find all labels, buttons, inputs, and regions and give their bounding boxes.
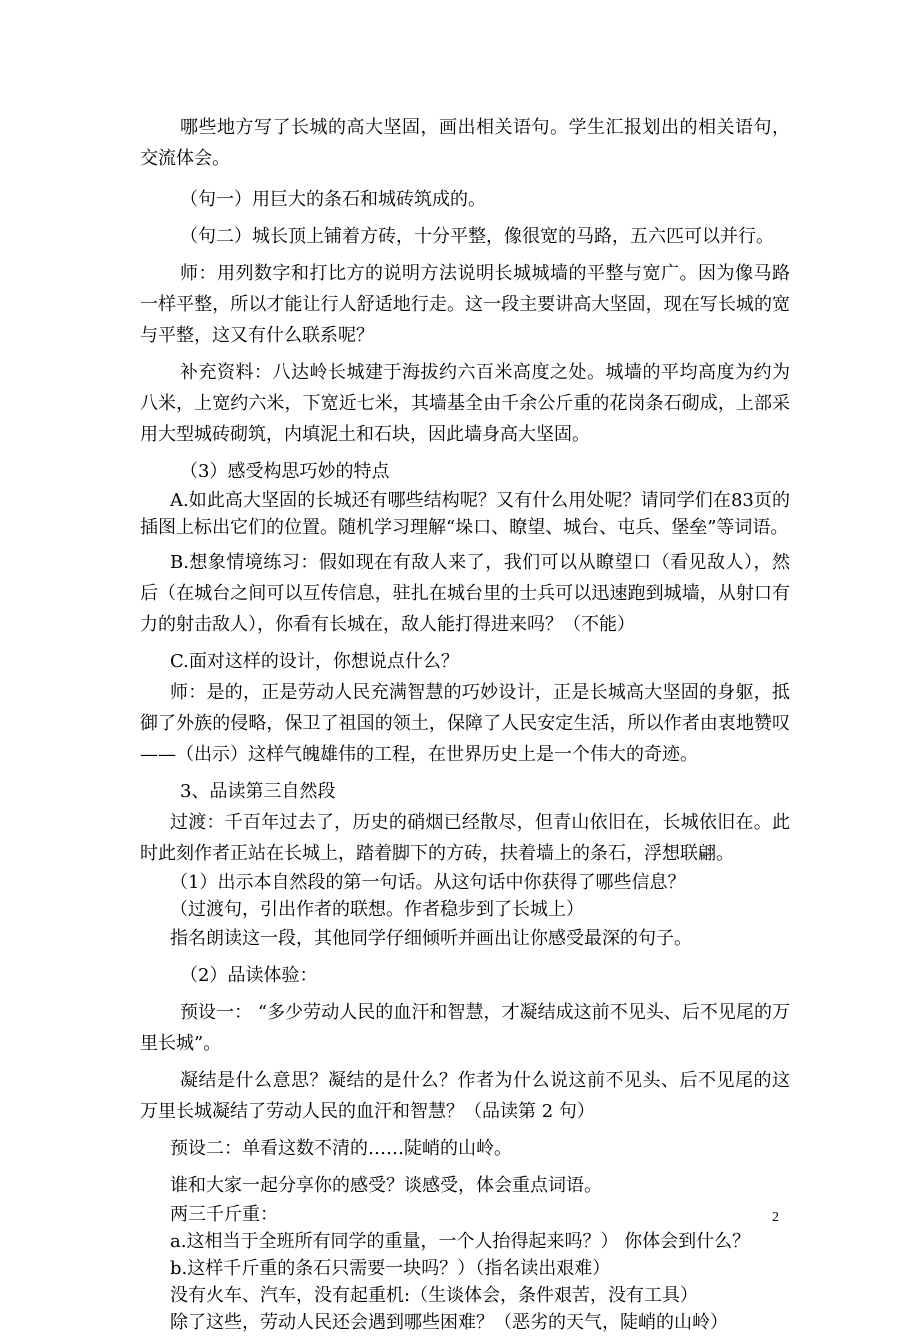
paragraph-share-feelings: 谁和大家一起分享你的感受？谈感受，体会重点词语。 — [170, 1175, 602, 1196]
paragraph-teacher-conclusion: 师：是的，正是劳动人民充满智慧的巧妙设计，正是长城高大坚固的身躯，抵御了外族的侵略，保卫了祖国的领土，保障了人民安定生活，所以作者由衷地赞叹——（出示）这样气魄雄伟的工程，在世界历史上是一个伟大的奇迹。 — [140, 682, 790, 765]
page-body — [140, 112, 790, 1336]
paragraph-reading-instruction: 指名朗读这一段，其他同学仔细倾听并画出让你感受最深的句子。 — [170, 928, 692, 949]
section-heading-third-paragraph: 3、品读第三自然段 — [180, 781, 336, 802]
paragraph-other-difficulties: 除了这些，劳动人民还会遇到哪些困难？（恶劣的天气，陡峭的山岭） — [170, 1312, 728, 1333]
paragraph-sentence-two: （句二）城长顶上铺着方砖，十分平整，像很宽的马路，五六匹可以并行。 — [180, 226, 774, 247]
paragraph-supplementary-material: 补充资料：八达岭长城建于海拔约六百米高度之处。城墙的平均高度为约为八米，上宽约六米，下宽近七米，其墙基全由千余公斤重的花岗条石砌成，上部采用大型城砖砌筑，内填泥土和石块，因此墙身高大坚固。 — [140, 362, 790, 445]
paragraph-item-lowercase-a: a.这相当于全班所有同学的重量，一个人抬得起来吗？） 你体会到什么？ — [170, 1231, 751, 1252]
paragraph-item-c: C.面对这样的设计，你想说点什么？ — [170, 651, 459, 672]
paragraph-item-b: B.想象情境练习：假如现在有敌人来了，我们可以从瞭望口（看见敌人），然后（在城台之间可以互传信息，驻扎在城台里的士兵可以迅速跑到城墙，从射口有力的射击敌人），你看有长城在，敌人能打得进来吗？（不能） — [140, 552, 790, 635]
paragraph-weight-label: 两三千斤重： — [170, 1204, 278, 1225]
paragraph-preset-two: 预设二：单看这数不清的……陡峭的山岭。 — [170, 1138, 512, 1159]
paragraph-step-two: （2）品读体验： — [180, 965, 318, 986]
paragraph-preset-one: 预设一： “多少劳动人民的血汗和智慧，才凝结成这前不见头、后不见尾的万里长城”。 — [140, 1002, 790, 1054]
section-heading-ingenious-design: （3）感受构思巧妙的特点 — [180, 461, 390, 482]
page-number: 2 — [772, 1210, 779, 1225]
paragraph-item-lowercase-b: b.这样千斤重的条石只需要一块吗？）（指名读出艰难） — [170, 1258, 611, 1279]
paragraph-no-machines: 没有火车、汽车，没有起重机:（生谈体会，条件艰苦，没有工具） — [170, 1285, 699, 1306]
paragraph-condense-question: 凝结是什么意思？凝结的是什么？作者为什么说这前不见头、后不见尾的这万里长城凝结了劳动人民的血汗和智慧？（品读第 2 句） — [140, 1070, 790, 1122]
paragraph-teacher-explanation: 师：用列数字和打比方的说明方法说明长城城墙的平整与宽广。因为像马路一样平整，所以才能让行人舒适地行走。这一段主要讲高大坚固，现在写长城的宽与平整，这又有什么联系呢？ — [140, 263, 790, 346]
paragraph-step-one-note: （过渡句，引出作者的联想。作者稳步到了长城上） — [170, 899, 584, 920]
paragraph-transition: 过渡：千百年过去了，历史的硝烟已经散尽，但青山依旧在，长城依旧在。此时此刻作者正站在长城上，踏着脚下的方砖，扶着墙上的条石，浮想联翩。 — [140, 812, 790, 864]
paragraph-item-a: A.如此高大坚固的长城还有哪些结构呢？又有什么用处呢？请同学们在83页的插图上标出它们的位置。随机学习理解“垛口、瞭望、城台、屯兵、堡垒”等词语。 — [140, 490, 790, 538]
paragraph-step-one: （1）出示本自然段的第一句话。从这句话中你获得了哪些信息？ — [170, 872, 686, 893]
paragraph-question-high-solid: 哪些地方写了长城的高大坚固，画出相关语句。学生汇报划出的相关语句，交流体会。 — [140, 117, 790, 169]
paragraph-sentence-one: （句一）用巨大的条石和城砖筑成的。 — [180, 189, 486, 210]
